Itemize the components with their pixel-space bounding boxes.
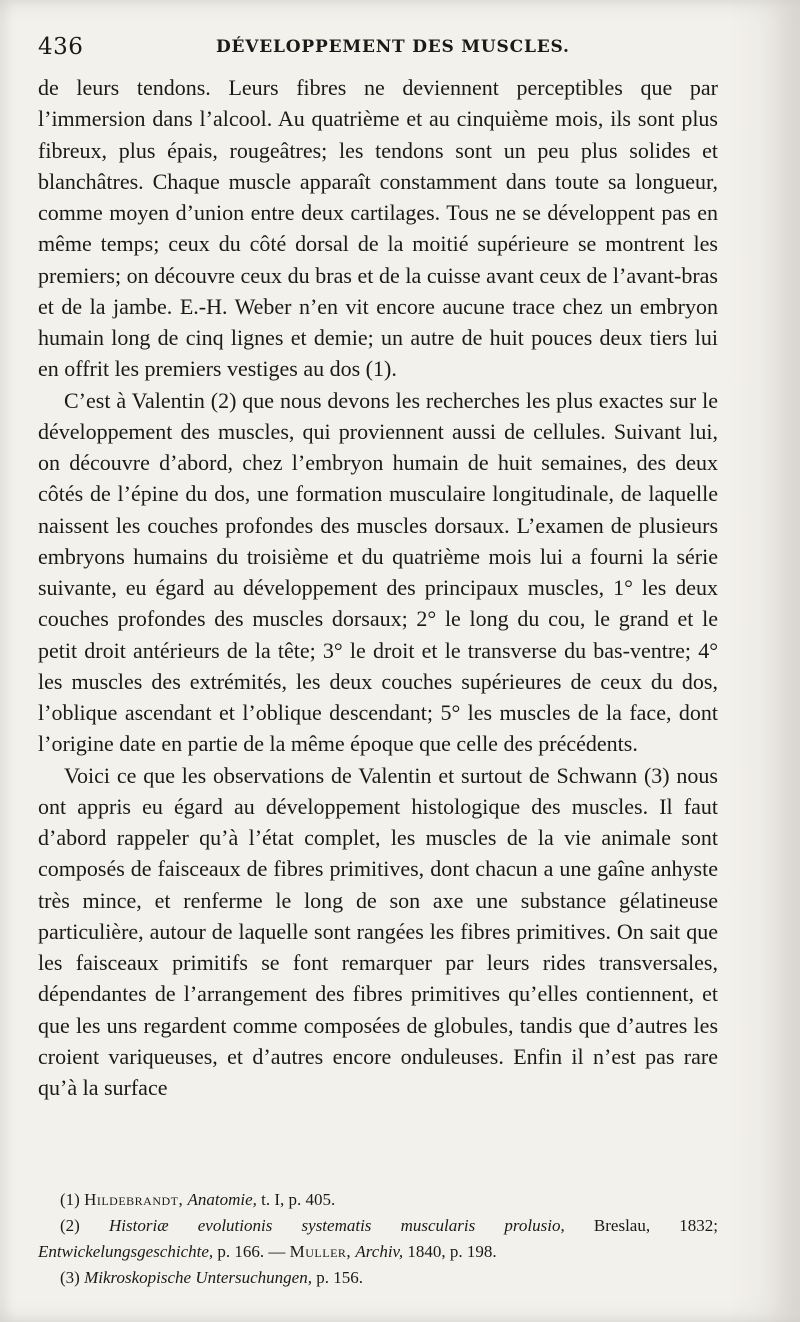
body-text xyxy=(38,72,718,1103)
paragraph-1: de leurs tendons. Leurs fibres ne deviennent perceptibles que par l’immersion dans l’alcool. Au quatrième et au cinquième mois, ils sont plus fibreux, plus épais, rougeâtres; les tendons sont un peu plus solides et blanchâtres. Chaque muscle apparaît constamment dans toute sa longueur, comme moyen d’union entre deux cartilages. Tous ne se développent pas en même temps; ceux du côté dorsal de la moitié supérieure se montrent les premiers; on découvre ceux du bras et de la cuisse avant ceux de l’avant-bras et de la jambe. E.-H. Weber n’en vit encore aucune trace chez un embryon humain long de cinq lignes et demie; un autre de huit pouces deux tiers lui en offrit les premiers vestiges au dos (1). xyxy=(38,75,718,382)
paragraph-2: C’est à Valentin (2) que nous devons les recherches les plus exactes sur le développement des muscles, qui proviennent aussi de cellules. Suivant lui, on découvre d’abord, chez l’embryon humain de huit semaines, des deux côtés de l’épine du dos, une formation musculaire longitudinale, de laquelle naissent les couches profondes des muscles dorsaux. L’examen de plusieurs embryons humains du troisième et du quatrième mois lui a fourni la série suivante, eu égard au développement des principaux muscles, 1° les deux couches profondes des muscles dorsaux; 2° le long du cou, le grand et le petit droit antérieurs de la tête; 3° le droit et le transverse du bas-ventre; 4° les muscles des extrémités, les deux couches supérieures de ceux du dos, l’oblique ascendant et l’oblique descendant; 5° les muscles de la face, dont l’origine date en partie de la même époque que celle des précédents. xyxy=(38,387,718,757)
footnote-title: Historiæ evolutionis systematis muscularis prolusio xyxy=(109,1216,561,1235)
footnote-rest-2: p. 166. — xyxy=(217,1242,286,1261)
footnotes xyxy=(38,1187,718,1291)
footnote-rest-3: 1840, p. 198. xyxy=(407,1242,497,1261)
page-header xyxy=(38,34,728,64)
footnote-author: Hildebrandt, xyxy=(84,1190,184,1209)
footnote-2 xyxy=(38,1213,718,1265)
footnote-title-2: Entwickelungsgeschichte, xyxy=(38,1242,214,1261)
page-edge-shadow xyxy=(728,0,800,1322)
footnote-title: Mikroskopische Untersuchungen, xyxy=(84,1268,312,1287)
footnote-3 xyxy=(38,1265,718,1291)
footnote-marker: (2) xyxy=(60,1216,80,1235)
footnote-1 xyxy=(38,1187,718,1213)
footnote-rest: , Breslau, 1832; xyxy=(560,1216,719,1235)
page-number: 436 xyxy=(38,34,84,60)
footnote-rest: p. 156. xyxy=(316,1268,363,1287)
footnote-author-2: Muller, xyxy=(289,1242,352,1261)
paragraph-3: Voici ce que les observations de Valentin et surtout de Schwann (3) nous ont appris eu égard au développement histologique des muscles. Il faut d’abord rappeler qu’à l’état complet, les muscles de la vie animale sont composés de faisceaux de fibres primitives, dont chacun a une gaîne anhyste très mince, et renferme le long de son axe une substance gélatineuse particulière, autour de laquelle sont rangées les fibres primitives. On sait que les faisceaux primitifs se font remarquer par leurs rides transversales, dépendantes de l’arrangement des fibres primitives qu’elles contiennent, et que les uns regardent comme composées de globules, tandis que d’autres les croient variqueuses, et d’autres encore onduleuses. Enfin il n’est pas rare qu’à la surface xyxy=(38,762,718,1100)
footnote-title-3: Archiv, xyxy=(355,1242,404,1261)
footnote-title: Anatomie, xyxy=(187,1190,257,1209)
footnote-marker: (3) xyxy=(60,1268,80,1287)
footnote-rest: t. I, p. 405. xyxy=(261,1190,336,1209)
running-title: DÉVELOPPEMENT DES MUSCLES. xyxy=(216,37,570,57)
footnote-marker: (1) xyxy=(60,1190,80,1209)
